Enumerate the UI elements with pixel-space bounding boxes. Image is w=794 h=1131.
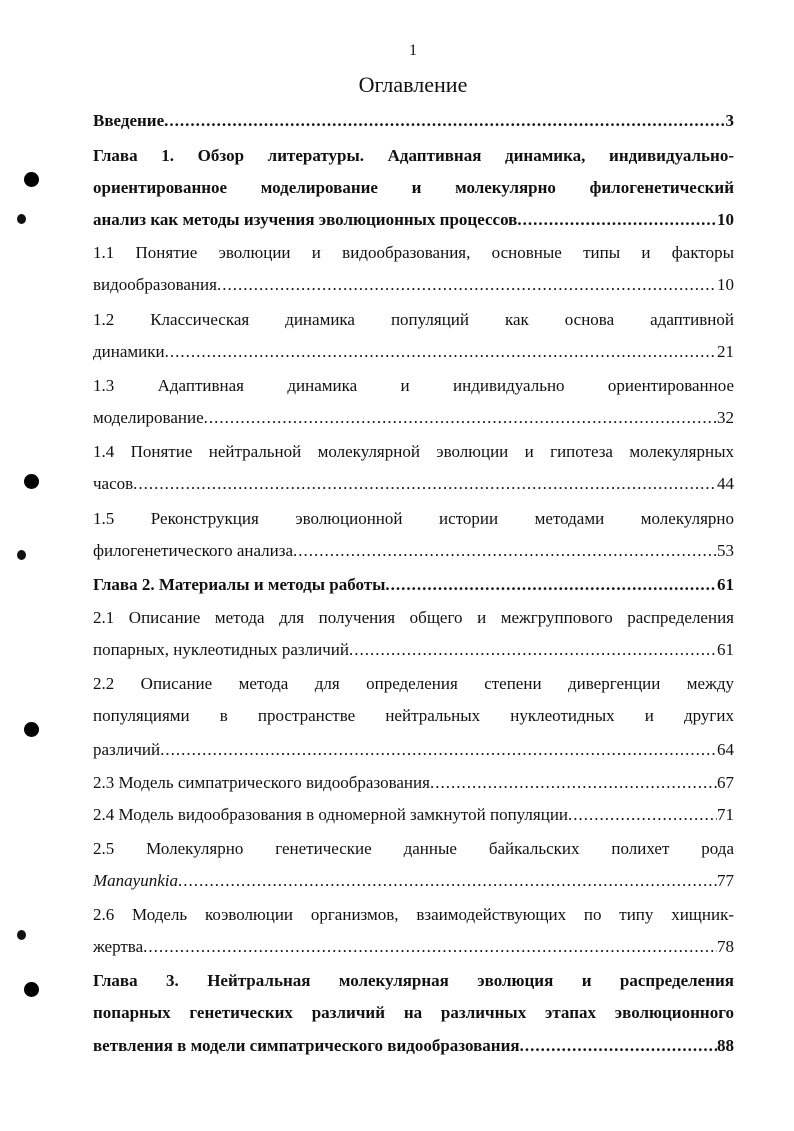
toc-entry-text: жертва <box>93 937 144 956</box>
leader-dots <box>133 469 717 499</box>
toc-entry-line <box>93 469 734 499</box>
toc-entry-text: 1.4 Понятие нейтральной молекулярной эволюции и гипотеза молекулярных <box>93 442 734 461</box>
binder-hole-mark <box>24 982 39 997</box>
toc-entry-line <box>93 173 734 203</box>
leader-dots <box>293 536 717 566</box>
punch-mark <box>14 212 30 226</box>
toc-entry-text: 1.1 Понятие эволюции и видообразования, основные типы и факторы <box>93 243 734 262</box>
toc-entry-line <box>93 270 734 300</box>
toc-entry-text: 2.3 Модель симпатрического видообразования <box>93 773 430 792</box>
toc-entry-line <box>93 1031 734 1061</box>
leader-dots <box>160 735 717 765</box>
leader-dots <box>517 205 717 235</box>
toc-entry-line <box>93 205 734 235</box>
toc-page-number: 71 <box>717 805 734 824</box>
binder-hole-mark <box>24 722 39 737</box>
toc-page-number: 77 <box>717 871 734 890</box>
toc-page-number: 78 <box>717 937 734 956</box>
toc-entry-line <box>93 834 734 864</box>
toc-entry-line <box>93 900 734 930</box>
toc-entry-line <box>93 800 734 830</box>
toc-page-number: 64 <box>717 740 734 759</box>
toc-entry-line <box>93 966 734 996</box>
toc-entry-line <box>93 371 734 401</box>
toc-page-number: 61 <box>717 640 734 659</box>
toc-entry-line <box>93 635 734 665</box>
toc-entry-text: филогенетического анализа <box>93 541 293 560</box>
toc-entry-text: различий <box>93 740 161 759</box>
toc-entry-line <box>93 701 734 731</box>
toc-entry-line <box>93 238 734 268</box>
binder-hole-mark <box>24 172 39 187</box>
leader-dots <box>143 932 717 962</box>
punch-mark <box>14 928 30 942</box>
leader-dots <box>520 1031 717 1061</box>
toc-entry-line <box>93 106 734 136</box>
toc-entry-text: 2.6 Модель коэволюции организмов, взаимодействующих по типу хищник- <box>93 905 734 924</box>
toc-entry-line <box>93 932 734 962</box>
toc-entry-text: популяциями в пространстве нейтральных нуклеотидных и других <box>93 706 734 725</box>
toc-entry-text: 1.2 Классическая динамика популяций как основа адаптивной <box>93 310 734 329</box>
toc-entry-text: Глава 2. Материалы и методы работы <box>93 575 386 594</box>
leader-dots <box>217 270 717 300</box>
toc-page-number: 53 <box>717 541 734 560</box>
toc-entry-text: попарных генетических различий на различных этапах эволюционного <box>93 1003 734 1022</box>
toc-entry-line <box>93 305 734 335</box>
toc-entry-text: ветвления в модели симпатрического видообразования <box>93 1036 520 1055</box>
toc-entry-line <box>93 998 734 1028</box>
leader-dots <box>568 800 717 830</box>
toc-page-number: 10 <box>717 275 734 294</box>
toc-page-number: 21 <box>717 342 734 361</box>
leader-dots <box>164 106 725 136</box>
toc-entry-text: Manayunkia <box>93 871 178 890</box>
toc-entry-line <box>93 768 734 798</box>
toc-entry-line <box>93 603 734 633</box>
toc-entry-text: 2.2 Описание метода для определения степени дивергенции между <box>93 674 734 693</box>
toc-entry-text: Глава 3. Нейтральная молекулярная эволюция и распределения <box>93 971 734 990</box>
toc-entry-line <box>93 735 734 765</box>
toc-page-number: 32 <box>717 408 734 427</box>
toc-entry-line <box>93 536 734 566</box>
toc-page-number: 61 <box>717 575 734 594</box>
toc-entry-line <box>93 437 734 467</box>
page-number: 1 <box>409 42 417 59</box>
toc-entry-line <box>93 141 734 171</box>
toc-entry-text: моделирование <box>93 408 204 427</box>
toc-entry-text: часов <box>93 474 134 493</box>
toc-page-number: 3 <box>725 111 734 130</box>
toc-entry-text: 2.1 Описание метода для получения общего и межгруппового распределения <box>93 608 734 627</box>
toc-page-number: 10 <box>717 210 734 229</box>
toc-page-number: 44 <box>717 474 734 493</box>
toc-entry-text: 2.5 Молекулярно генетические данные байкальских полихет рода <box>93 839 734 858</box>
punch-mark <box>14 548 30 562</box>
toc-entry-line <box>93 403 734 433</box>
toc-entry-line <box>93 570 734 600</box>
toc-entry-text: 1.5 Реконструкция эволюционной истории методами молекулярно <box>93 509 734 528</box>
binder-hole-mark <box>24 474 39 489</box>
leader-dots <box>178 866 717 896</box>
leader-dots <box>430 768 717 798</box>
toc-entry-line <box>93 669 734 699</box>
toc-entry-text: Глава 1. Обзор литературы. Адаптивная динамика, индивидуально- <box>93 146 734 165</box>
toc-entry-line <box>93 337 734 367</box>
toc-entry-line <box>93 866 734 896</box>
toc-page-number: 67 <box>717 773 734 792</box>
page-title: Оглавление <box>358 72 468 97</box>
leader-dots <box>165 337 717 367</box>
toc-entry-text: динамики <box>93 342 165 361</box>
leader-dots <box>349 635 717 665</box>
leader-dots <box>204 403 717 433</box>
leader-dots <box>385 570 717 600</box>
toc-entry-line <box>93 504 734 534</box>
toc-entry-text: попарных, нуклеотидных различий <box>93 640 349 659</box>
toc-entry-text: видообразования <box>93 275 217 294</box>
toc-entry-text: 2.4 Модель видообразования в одномерной замкнутой популяции <box>93 805 569 824</box>
toc-entry-text: Введение <box>93 111 165 130</box>
toc-entry-text: ориентированное моделирование и молекулярно филогенетический <box>93 178 734 197</box>
toc-entry-text: анализ как методы изучения эволюционных процессов <box>93 210 518 229</box>
toc-entry-text: 1.3 Адаптивная динамика и индивидуально ориентированное <box>93 376 734 395</box>
toc-page-number: 88 <box>717 1036 734 1055</box>
